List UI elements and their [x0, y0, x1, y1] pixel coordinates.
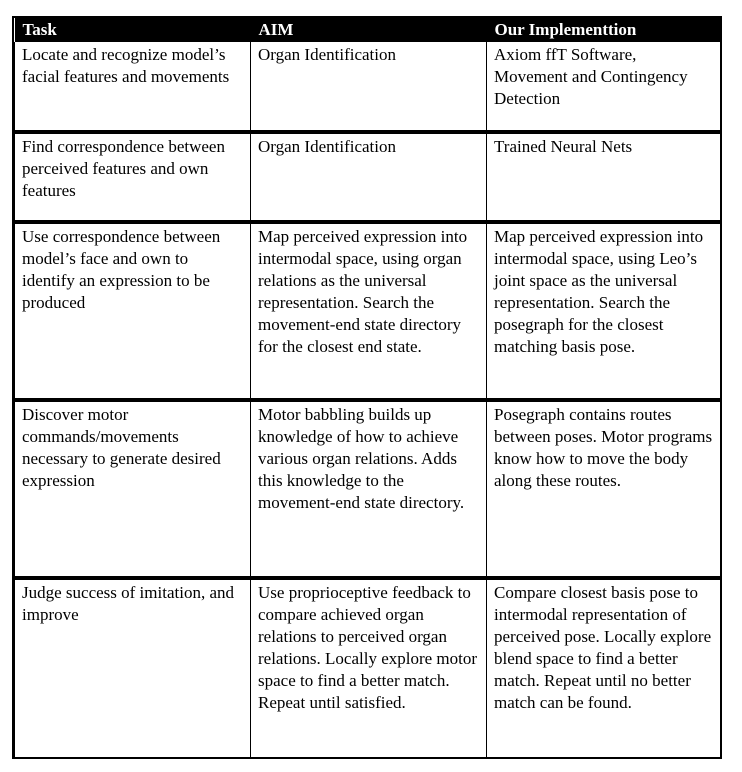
implementation-cell: Compare closest basis pose to intermodal representation of perceived pose. Locally explore blend space to find a better match. Repeat until no better match can be found.	[487, 578, 721, 757]
aim-cell: Organ Identification	[251, 132, 487, 222]
header-task: Task	[22, 20, 57, 39]
task-cell: Locate and recognize model’s facial features and movements	[15, 42, 251, 132]
header-aim: AIM	[258, 20, 294, 39]
task-cell: Discover motor commands/movements necessary to generate desired expression	[15, 400, 251, 578]
header-implementation: Our Implementtion	[494, 20, 637, 39]
table-row	[15, 222, 721, 400]
aim-cell: Use proprioceptive feedback to compare achieved organ relations to perceived organ relations. Locally explore motor space to find a better match. Repeat until satisfied.	[251, 578, 487, 757]
task-cell: Use correspondence between model’s face and own to identify an expression to be produced	[15, 222, 251, 400]
task-cell: Judge success of imitation, and improve	[15, 578, 251, 757]
implementation-cell: Trained Neural Nets	[487, 132, 721, 222]
header-row	[15, 18, 721, 42]
table-row	[15, 400, 721, 578]
comparison-table	[12, 16, 722, 759]
aim-cell: Organ Identification	[251, 42, 487, 132]
table-row	[15, 42, 721, 132]
table-row	[15, 132, 721, 222]
aim-cell: Motor babbling builds up knowledge of how to achieve various organ relations. Adds this knowledge to the movement-end state directory.	[251, 400, 487, 578]
table-body	[15, 42, 721, 757]
table-header	[15, 18, 721, 42]
implementation-cell: Map perceived expression into intermodal space, using Leo’s joint space as the universal representation. Search the posegraph for the closest matching basis pose.	[487, 222, 721, 400]
comparison-table-grid	[14, 18, 721, 757]
task-cell: Find correspondence between perceived features and own features	[15, 132, 251, 222]
implementation-cell: Posegraph contains routes between poses. Motor programs know how to move the body along these routes.	[487, 400, 721, 578]
table-row	[15, 578, 721, 757]
aim-cell: Map perceived expression into intermodal space, using organ relations as the universal representation. Search the movement-end state directory for the closest end state.	[251, 222, 487, 400]
implementation-cell: Axiom ffT Software, Movement and Contingency Detection	[487, 42, 721, 132]
